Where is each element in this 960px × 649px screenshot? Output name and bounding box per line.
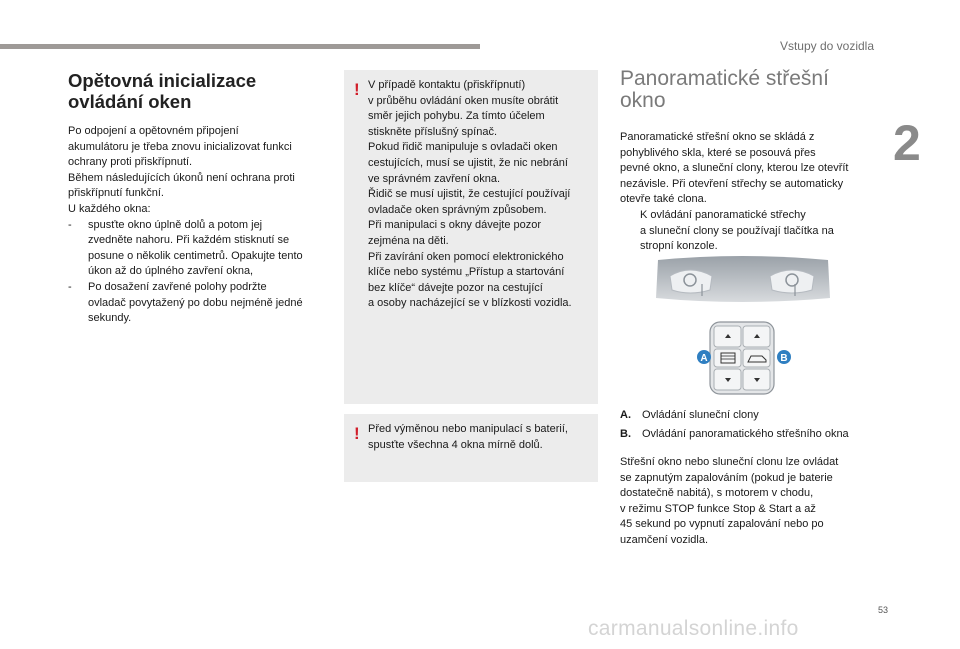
text-line: pohyblivého skla, které se posouvá přes <box>620 146 816 159</box>
warning-box-battery <box>344 414 598 482</box>
text-line: ochrany proti přiskřípnutí. <box>68 156 193 169</box>
warning-icon: ! <box>354 80 360 99</box>
dash-marker: - <box>68 218 72 231</box>
warning-text <box>368 78 588 312</box>
text-line: v průběhu ovládání oken musíte obrátit <box>368 94 559 107</box>
panoramic-roof-section <box>620 68 882 255</box>
panoramic-paragraph <box>620 130 882 208</box>
legend-text: Ovládání panoramatického střešního okna <box>642 428 849 440</box>
list-item <box>620 208 882 255</box>
list-item <box>68 218 330 280</box>
text-line: spusťte všechna 4 okna mírně dolů. <box>368 438 543 451</box>
text-line: ovladače oken správným způsobem. <box>368 203 547 216</box>
reinit-title <box>68 70 330 112</box>
text-line: Pokud řidič manipuluje s ovladači oken <box>368 141 558 154</box>
legend-item-a <box>620 406 890 425</box>
text-line: klíče nebo systému „Přístup a startování <box>368 266 565 279</box>
text-line: se zapnutým zapalováním (pokud je baterie <box>620 471 833 484</box>
text-line: Po odpojení a opětovném připojení <box>68 125 239 137</box>
watermark: carmanualsonline.info <box>588 617 799 640</box>
text-line: ovladač povytažený po dobu nejméně jedné <box>88 296 303 309</box>
text-line: cestujících, musí se ujistit, že nic nebrání <box>368 156 568 169</box>
text-line: U každého okna: <box>68 202 151 215</box>
text-line: uzamčení vozidla. <box>620 533 709 546</box>
text-line: akumulátoru je třeba znovu inicializovat funkci <box>68 140 292 153</box>
legend-key: B. <box>620 428 631 440</box>
text-line: V případě kontaktu (přiskřípnutí) <box>368 79 526 91</box>
text-line: 45 sekund po vypnutí zapalování nebo po <box>620 518 824 531</box>
text-line: směr jejich pohybu. Za tímto účelem <box>368 110 545 123</box>
text-line: sekundy. <box>88 312 132 325</box>
text-line: stiskněte příslušný spínač. <box>368 125 498 138</box>
reinit-title-line1: Opětovná inicializace <box>68 70 257 91</box>
text-line: v režimu STOP funkce Stop & Start a až <box>620 502 816 515</box>
text-line: pevné okno, a sluneční clony, kterou lze otevřít <box>620 162 849 175</box>
callout-a-label: A <box>700 353 708 364</box>
dash-marker: - <box>68 280 72 293</box>
legend-key: A. <box>620 409 631 421</box>
text-line: posune o několik centimetrů. Opakujte tento <box>88 249 303 262</box>
operation-conditions <box>620 455 882 549</box>
legend-item-b <box>620 425 890 444</box>
text-line: úkon až do úplného zavření okna, <box>88 265 254 278</box>
text-line: Při zavírání oken pomocí elektronického <box>368 250 564 263</box>
text-line: K ovládání panoramatické střechy <box>640 208 806 221</box>
text-line: ve správném zavření okna. <box>368 172 501 185</box>
reinit-paragraph <box>68 124 330 218</box>
reinit-title-line2: ovládání oken <box>68 91 192 112</box>
text-line: Při manipulaci s okny dávejte pozor <box>368 219 542 232</box>
text-line: Panoramatické střešní okno se skládá z <box>620 131 815 143</box>
text-line: Řidič se musí ujistit, že cestující používají <box>368 188 571 201</box>
conditions-paragraph <box>620 455 882 549</box>
warning-box-pinch <box>344 70 598 404</box>
text-line: přiskřípnutí funkční. <box>68 187 164 200</box>
text-line: spusťte okno úplně dolů a potom jej <box>88 218 263 231</box>
roof-console-illustration <box>650 254 834 398</box>
figure-legend <box>620 406 890 444</box>
text-line: nezávisle. Při otevření střechy se automaticky <box>620 177 844 190</box>
text-line: stropní konzole. <box>640 240 718 253</box>
warning-icon: ! <box>354 424 360 443</box>
text-line: Během následujících úkonů není ochrana proti <box>68 171 295 184</box>
page-number: 53 <box>878 605 889 615</box>
reinit-section <box>68 70 330 327</box>
panoramic-title-line1: Panoramatické střešní <box>620 67 829 90</box>
text-line: dostatečně nabitá), s motorem v chodu, <box>620 487 814 500</box>
roof-console-svg <box>650 254 834 398</box>
text-line: otevře také clona. <box>620 193 707 206</box>
legend-text: Ovládání sluneční clony <box>642 409 759 421</box>
callout-b-label: B <box>780 353 788 364</box>
text-line: Střešní okno nebo sluneční clonu lze ovládat <box>620 456 839 468</box>
text-line: Po dosažení zavřené polohy podržte <box>88 280 267 293</box>
text-line: bez klíče“ dávejte pozor na cestující <box>368 281 543 294</box>
warning-text <box>368 422 588 453</box>
text-line: zvedněte nahoru. Při každém stisknutí se <box>88 234 290 247</box>
chapter-number: 2 <box>893 115 921 171</box>
text-line: Před výměnou nebo manipulací s baterií, <box>368 423 568 435</box>
text-line: zejména na děti. <box>368 234 449 247</box>
section-title: Vstupy do vozidla <box>779 39 874 53</box>
list-item <box>68 280 330 327</box>
panoramic-title-line2: okno <box>620 89 666 112</box>
text-line: a osoby nacházející se v blízkosti vozidla. <box>368 297 572 310</box>
text-line: a sluneční clony se používají tlačítka na <box>640 224 834 237</box>
header-rule <box>0 44 480 49</box>
panoramic-title <box>620 68 882 112</box>
